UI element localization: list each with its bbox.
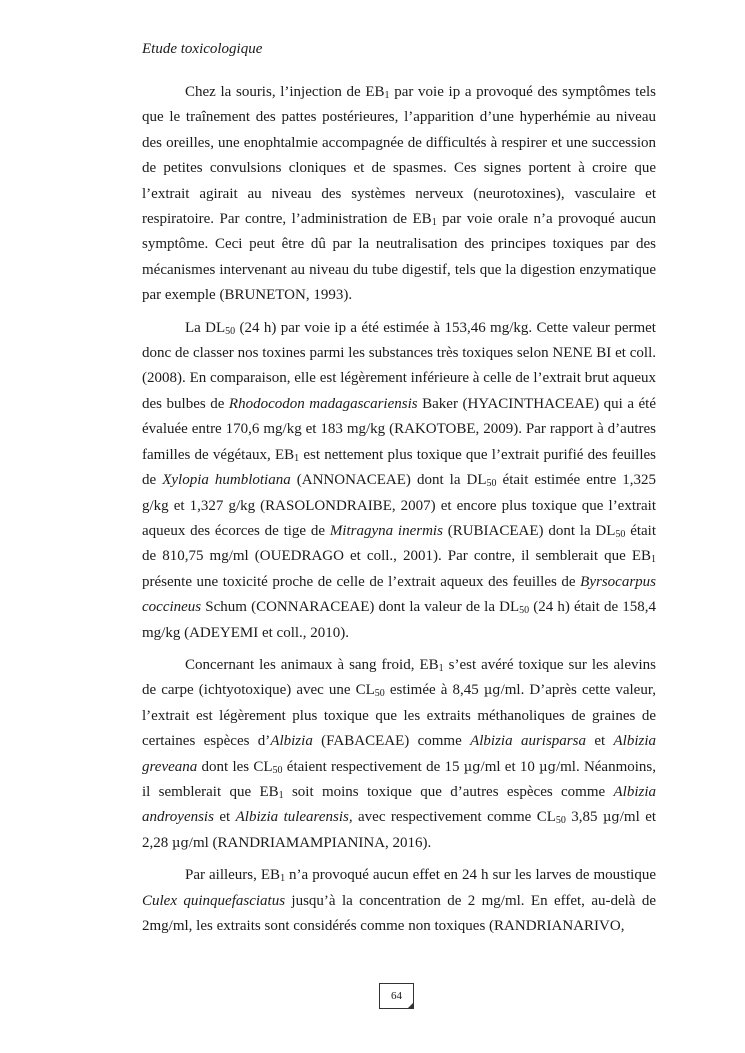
body-text <box>142 80 656 939</box>
species-name: Rhodocodon madagascariensis <box>228 395 418 412</box>
species-name: Byrsocarpus coccineus <box>142 573 656 616</box>
species-name: Albizia tulearensis, <box>235 809 353 826</box>
page-number-box <box>379 983 414 1009</box>
species-name: Albizia aurisparsa <box>470 733 586 750</box>
paragraph-symptoms: Chez la souris, l’injection de $EB_1$ par voie ip a provoqué des symptômes tels que le traînement des pattes postérieures, l’apparition d’une hyperhémie au niveau des oreilles, une enophtalmie accompagnée de difficultés à respirer et une succession de petites convulsions cloniques et de spasmes. Ces signes portent à croire que l’extrait agirait au niveau des systèmes nerveux (neurotoxines), vasculaire et respiratoire. Par contre, l’administration de $EB_1$ par voie orale n’a provoqué aucun symptôme. Ceci peut être dû par la neutralisation des principes toxiques par des mécanismes intervenant au niveau du tube digestif, tels que la digestion enzymatique par exemple (BRUNETON, 1993). <box>142 84 656 304</box>
species-name: Culex quinquefasciatus <box>142 892 286 909</box>
genus-name: Albizia <box>270 733 313 750</box>
running-header: Etude toxicologique <box>142 41 263 57</box>
page-number: 64 <box>391 990 402 1002</box>
species-name: Albizia androyensis <box>142 783 657 826</box>
species-name: Xylopia humblotiana <box>162 472 291 489</box>
paragraph-dl50: La $DL_{50}$ (24 h) par voie ip a été estimée à 153,46 mg/kg. Cette valeur permet donc de classer nos toxines parmi les substances très toxiques selon NENE BI et coll. (2008). En comparaison, elle est légèrement inférieure à celle de l’extrait brut aqueux des bulbes de Rhodocodon madagascariensis Baker (HYACINTHACEAE) qui a été évaluée entre 170,6 mg/kg et 183 mg/kg (RAKOTOBE, 2009). Par rapport à d’autres familles de végétaux, $EB_1$ est nettement plus toxique que l’extrait purifié des feuilles de Xylopia humblotiana (ANNONACEAE) dont la $DL_{50}$ était estimée entre 1,325 g/kg et 1,327 g/kg (RASOLONDRAIBE, 2007) et encore plus toxique que l’extrait aqueux des écorces de tige de Mitragyna inermis (RUBIACEAE) dont la $DL_{50}$ était de 810,75 mg/ml (OUEDRAGO et coll., 2001). Par contre, il semblerait que $EB_1$ présente une toxicité proche de celle de l’extrait aqueux des feuilles de Byrsocarpus coccineus Schum (CONNARACEAE) dont la valeur de la $DL_{50}$ (24 h) était de 158,4 mg/kg (ADEYEMI et coll., 2010). <box>142 319 657 641</box>
paragraph-larvae: Par ailleurs, $EB_1$ n’a provoqué aucun effet en 24 h sur les larves de moustique Culex quinquefasciatus jusqu’à la concentration de 2 mg/ml. En effet, au-delà de 2mg/ml, les extraits sont considérés comme non toxiques (RANDRIANARIVO, <box>142 867 656 934</box>
species-name: Albizia greveana <box>142 733 657 775</box>
species-name: Mitragyna inermis <box>329 522 443 539</box>
page-corner-fold <box>407 1002 414 1009</box>
paragraph-cl50: Concernant les animaux à sang froid, $EB_1$ s’est avéré toxique sur les alevins de carpe (ichtyotoxique) avec une $CL_{50}$ estimée à 8,45 µg/ml. D’après cette valeur, l’extrait est légèrement plus toxique que les extraits méthanoliques de graines de certaines espèces d’Albizia (FABACEAE) comme Albizia aurisparsa et Albizia greveana dont les $CL_{50}$ étaient respectivement de 15 µg/ml et 10 µg/ml. Néanmoins, il semblerait que $EB_1$ soit moins toxique que d’autres espèces comme Albizia androyensis et Albizia tulearensis, avec respectivement comme $CL_{50}$ 3,85 µg/ml et 2,28 µg/ml (RANDRIAMAMPIANINA, 2016). <box>142 656 657 851</box>
